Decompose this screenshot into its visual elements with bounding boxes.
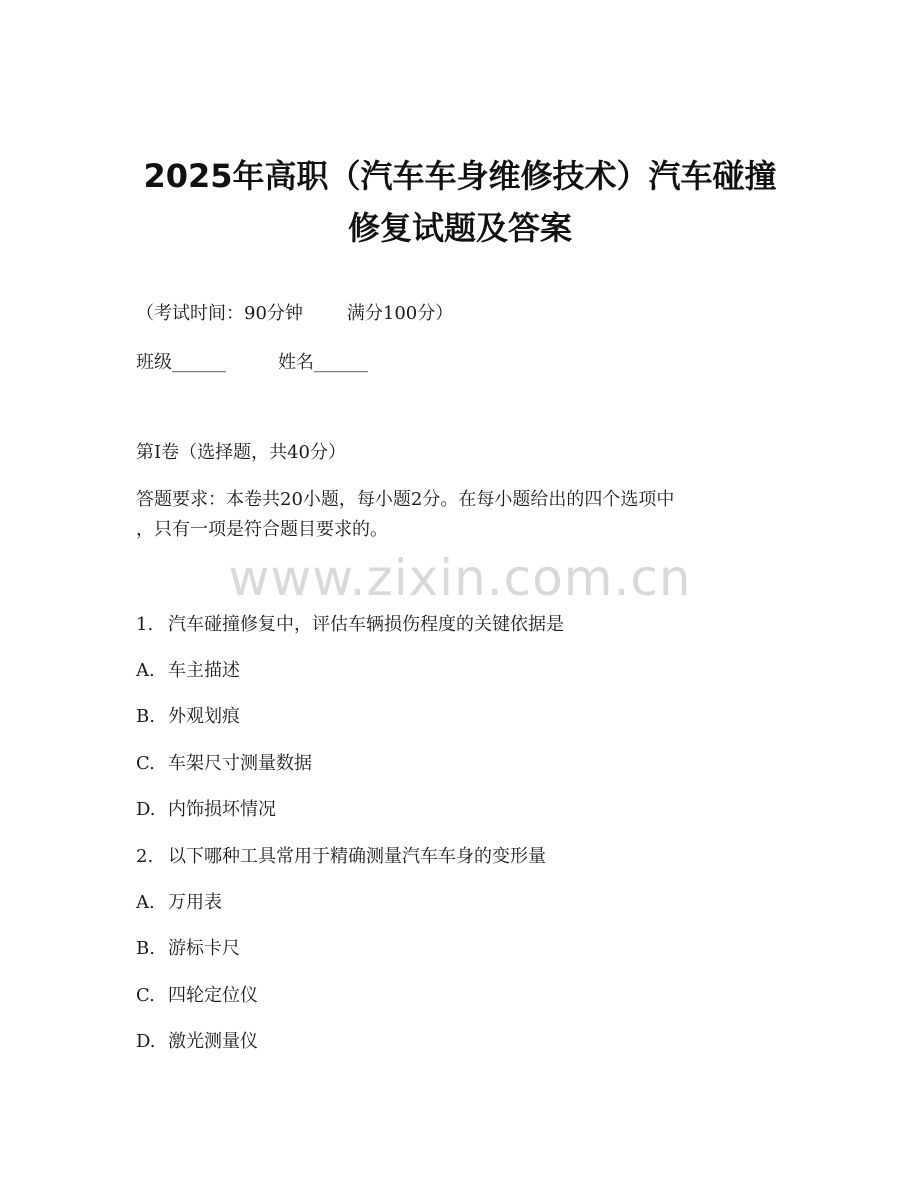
option-text: 车架尺寸测量数据 xyxy=(168,753,312,774)
watermark: www.zixin.com.cn xyxy=(228,549,692,607)
document-title xyxy=(60,150,860,254)
question-number: 1. xyxy=(136,614,154,635)
student-fields xyxy=(136,351,368,375)
exam-time: （考试时间：90分钟 xyxy=(136,303,303,324)
option-letter: B. xyxy=(136,938,155,959)
question-number: 2. xyxy=(136,846,154,867)
question-text: 以下哪种工具常用于精确测量汽车车身的变形量 xyxy=(168,846,546,867)
exam-info xyxy=(136,302,453,326)
question-1-option-d xyxy=(136,798,276,822)
title-line-1: 2025年高职（汽车车身维修技术）汽车碰撞 xyxy=(143,157,777,195)
option-text: 车主描述 xyxy=(168,660,240,681)
question-1-option-b xyxy=(136,705,240,729)
question-2-option-a xyxy=(136,891,222,915)
question-1-option-c xyxy=(136,752,312,776)
option-letter: C. xyxy=(136,985,155,1006)
option-letter: A. xyxy=(136,892,155,913)
question-2-option-d xyxy=(136,1030,258,1054)
title-line-2: 修复试题及答案 xyxy=(347,209,572,247)
option-text: 万用表 xyxy=(168,892,222,913)
option-text: 游标卡尺 xyxy=(168,938,240,959)
option-text: 激光测量仪 xyxy=(168,1031,258,1052)
instructions-line-2: ，只有一项是符合题目要求的。 xyxy=(136,519,388,540)
section-heading: 第I卷（选择题，共40分） xyxy=(136,442,347,463)
question-1-option-a xyxy=(136,659,240,683)
option-letter: B. xyxy=(136,706,155,727)
question-2 xyxy=(136,845,546,869)
option-text: 外观划痕 xyxy=(168,706,240,727)
question-text: 汽车碰撞修复中，评估车辆损伤程度的关键依据是 xyxy=(168,614,564,635)
class-field: 班级______ xyxy=(136,352,226,373)
question-1 xyxy=(136,613,564,637)
option-letter: C. xyxy=(136,753,155,774)
option-text: 内饰损坏情况 xyxy=(168,799,276,820)
question-2-option-c xyxy=(136,984,258,1008)
full-score: 满分100分） xyxy=(346,303,454,324)
instructions-line-1: 答题要求：本卷共20小题，每小题2分。在每小题给出的四个选项中 xyxy=(136,489,675,510)
option-letter: A. xyxy=(136,660,155,681)
name-field: 姓名______ xyxy=(278,352,368,373)
option-letter: D. xyxy=(136,1031,156,1052)
question-2-option-b xyxy=(136,937,240,961)
option-text: 四轮定位仪 xyxy=(168,985,258,1006)
option-letter: D. xyxy=(136,799,156,820)
